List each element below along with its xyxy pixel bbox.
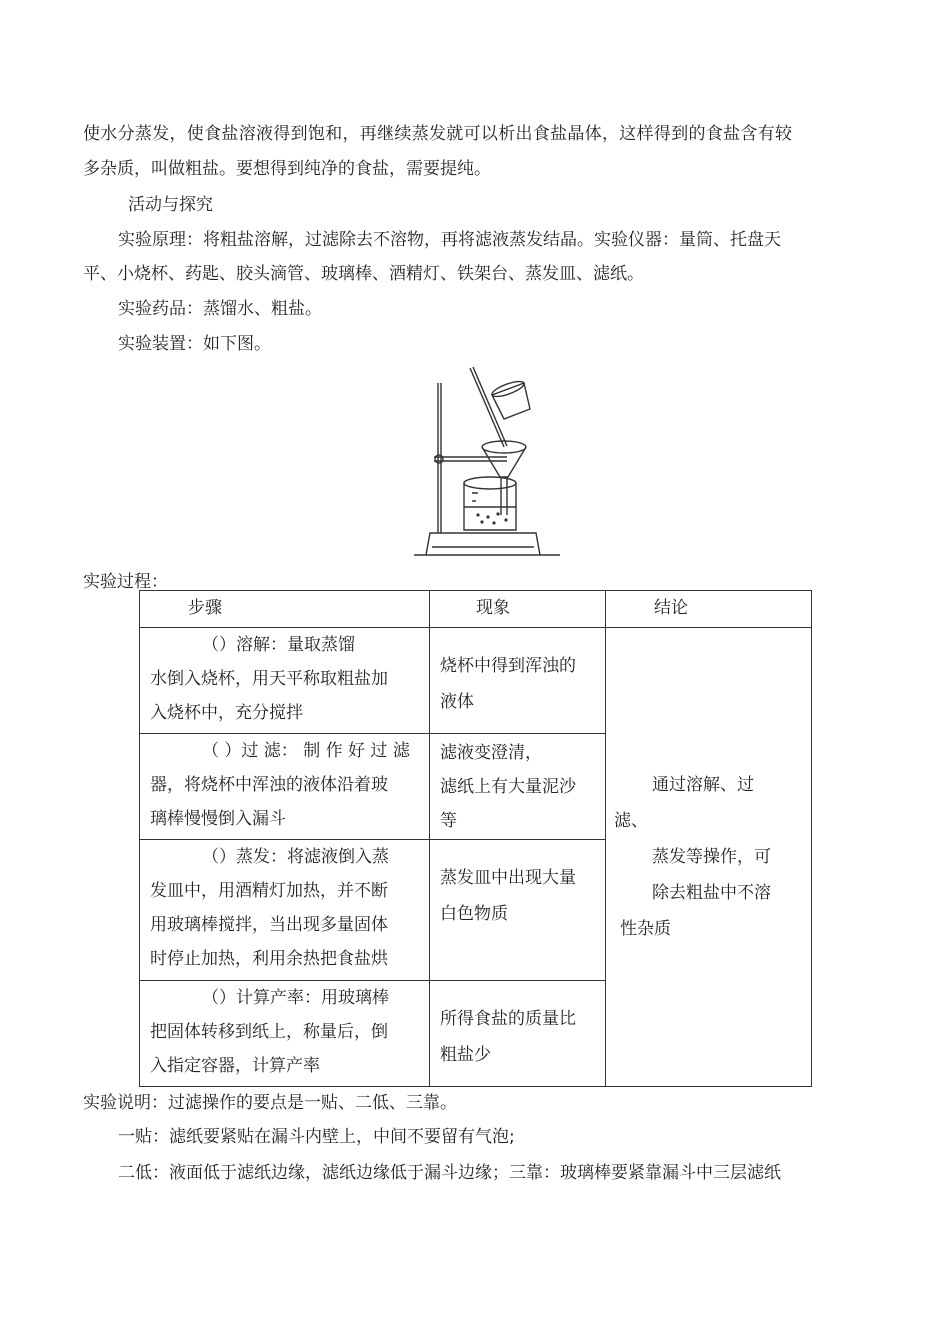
header-conclusion: 结论 [606, 591, 812, 628]
header-step: 步骤 [140, 591, 430, 628]
conclusion-text: 性杂质 [620, 919, 671, 939]
observation-text: 等 [440, 811, 457, 831]
observation-text: 粗盐少 [440, 1045, 491, 1065]
observation-cell [430, 628, 606, 734]
conclusion-text: 除去粗盐中不溶 [652, 883, 771, 903]
principle-line: 实验原理：将粗盐溶解，过滤除去不溶物，再将滤液蒸发结晶。实验仪器：量筒、托盘天 [118, 230, 781, 250]
process-label: 实验过程： [83, 572, 168, 592]
note-line: 一贴：滤纸要紧贴在漏斗内壁上，中间不要留有气泡; [118, 1127, 515, 1147]
paragraph-line: 多杂质，叫做粗盐。要想得到纯净的食盐，需要提纯。 [83, 159, 491, 179]
step-text: （）溶解：量取蒸馏 [202, 635, 355, 655]
step-text: 入指定容器，计算产率 [150, 1056, 320, 1076]
step-cell [140, 840, 430, 981]
table-row [140, 628, 812, 734]
step-cell [140, 734, 430, 840]
observation-text: 烧杯中得到浑浊的 [440, 656, 576, 676]
experiment-procedure-table [139, 590, 812, 1087]
note-line: 二低：液面低于滤纸边缘，滤纸边缘低于漏斗边缘；三靠：玻璃棒要紧靠漏斗中三层滤纸 [118, 1163, 781, 1183]
step-text: 用玻璃棒搅拌，当出现多量固体 [150, 915, 388, 935]
conclusion-cell [606, 628, 812, 1087]
conclusion-text: 滤、 [614, 811, 648, 831]
apparatus-label: 实验装置：如下图。 [118, 334, 271, 354]
observation-text: 滤液变澄清， [440, 743, 542, 763]
step-cell [140, 981, 430, 1087]
observation-cell [430, 840, 606, 981]
step-text: 器，将烧杯中浑浊的液体沿着玻 [150, 775, 388, 795]
step-text: 发皿中，用酒精灯加热，并不断 [150, 881, 388, 901]
conclusion-text: 通过溶解、过 [652, 775, 754, 795]
filtration-apparatus-figure [412, 365, 562, 560]
observation-text: 白色物质 [440, 904, 508, 924]
header-observation: 现象 [430, 591, 606, 628]
step-text: 入烧杯中，充分搅拌 [150, 703, 303, 723]
section-heading: 活动与探究 [128, 195, 213, 215]
notes-heading: 实验说明：过滤操作的要点是一贴、二低、三靠。 [83, 1093, 457, 1113]
observation-text: 液体 [440, 692, 474, 712]
step-text: （）蒸发：将滤液倒入蒸 [202, 847, 389, 867]
step-text: 水倒入烧杯，用天平称取粗盐加 [150, 669, 388, 689]
observation-cell [430, 981, 606, 1087]
step-cell [140, 628, 430, 734]
step-text: （ ）过 滤： 制 作 好 过 滤 [202, 741, 410, 761]
observation-text: 滤纸上有大量泥沙 [440, 777, 576, 797]
conclusion-text: 蒸发等操作，可 [652, 847, 771, 867]
instruments-line: 平、小烧杯、药匙、胶头滴管、玻璃棒、酒精灯、铁架台、蒸发皿、滤纸。 [83, 264, 644, 284]
observation-text: 蒸发皿中出现大量 [440, 868, 576, 888]
observation-cell [430, 734, 606, 840]
table-header-row [140, 591, 812, 628]
reagents-line: 实验药品：蒸馏水、粗盐。 [118, 299, 322, 319]
paragraph-line: 使水分蒸发，使食盐溶液得到饱和，再继续蒸发就可以析出食盐晶体，这样得到的食盐含有较 [83, 124, 793, 144]
step-text: 把固体转移到纸上，称量后，倒 [150, 1022, 388, 1042]
step-text: （）计算产率：用玻璃棒 [202, 988, 389, 1008]
step-text: 璃棒慢慢倒入漏斗 [150, 809, 286, 829]
observation-text: 所得食盐的质量比 [440, 1009, 576, 1029]
step-text: 时停止加热，利用余热把食盐烘 [150, 949, 388, 969]
